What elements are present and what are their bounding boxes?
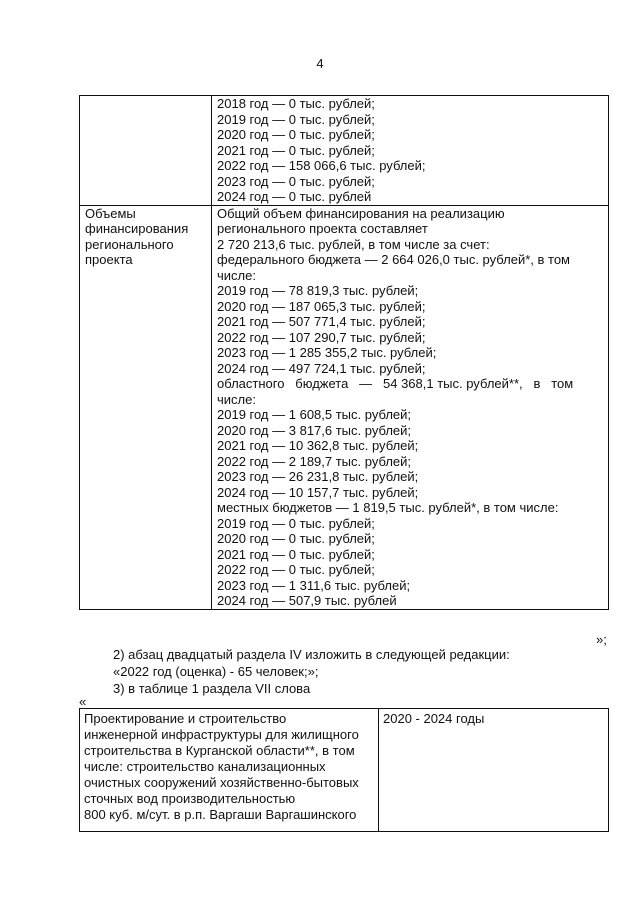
list-item: 2023 год — 26 231,8 тыс. рублей; [217,469,419,484]
table-row [80,205,609,609]
project-description-cell [80,709,379,832]
list-item: 2023 год — 0 тыс. рублей; [217,173,375,189]
list-item: 2 720 213,6 тыс. рублей, в том числе за счет: [217,236,490,252]
list-item: 2021 год — 507 771,4 тыс. рублей; [217,314,426,329]
list-item: 2021 год — 0 тыс. рублей; [217,546,375,562]
list-item: местных бюджетов — 1 819,5 тыс. рублей*, в том числе: [217,500,559,515]
page-number: 4 [316,56,324,71]
list-item: сточных вод производительностью [84,791,296,806]
financing-table [79,95,609,610]
list-item: 2021 год — 10 362,8 тыс. рублей; [217,438,419,453]
row-label: проекта [85,252,133,267]
list-item: областного бюджета — 54 368,1 тыс. рублей**, в том [217,376,574,391]
list-item: 2022 год — 0 тыс. рублей; [217,562,375,577]
list-item: 2019 год — 0 тыс. рублей; [217,111,375,127]
list-item: инженерной инфраструктуры для жилищного [84,727,359,742]
list-item: регионального проекта составляет [217,221,428,236]
list-item: 2019 год — 1 608,5 тыс. рублей; [217,407,412,422]
list-item: 800 куб. м/сут. в р.п. Варгаши Варгашинского [84,807,357,822]
paragraph: 3) в таблице 1 раздела VII слова [113,681,311,696]
list-item: 2024 год — 497 724,1 тыс. рублей; [217,360,426,376]
list-item: 2022 год — 2 189,7 тыс. рублей; [217,453,412,469]
row1-left-cell [80,96,212,206]
list-item: 2020 год — 0 тыс. рублей; [217,127,375,142]
row2-left-cell [80,205,212,609]
list-item: числе: [217,391,256,407]
list-item: числе: строительство канализационных [84,759,326,774]
table-row [80,96,609,206]
list-item: 2018 год — 0 тыс. рублей; [217,96,375,111]
project-period-cell: 2020 - 2024 годы [379,709,609,832]
list-item: 2022 год — 107 290,7 тыс. рублей; [217,329,426,345]
list-item: Общий объем финансирования на реализацию [217,205,505,221]
row2-right-cell [212,205,609,609]
list-item: 2021 год — 0 тыс. рублей; [217,142,375,158]
list-item: 2020 год — 3 817,6 тыс. рублей; [217,422,412,438]
paragraph: «2022 год (оценка) - 65 человек;»; [113,664,319,679]
row1-right-cell [212,96,609,206]
row-label: Объемы [85,205,136,221]
row-label: финансирования [85,221,189,236]
list-item: очистных сооружений хозяйственно-бытовых [84,775,359,790]
list-item: федерального бюджета — 2 664 026,0 тыс. рублей*, в том [217,252,570,267]
list-item: строительства в Курганской области**, в том [84,743,355,758]
table-row [80,709,609,832]
list-item: 2023 год — 1 285 355,2 тыс. рублей; [217,345,437,360]
list-item: Проектирование и строительство [84,711,287,726]
list-item: 2019 год — 78 819,3 тыс. рублей; [217,283,419,298]
list-item: 2019 год — 0 тыс. рублей; [217,515,375,531]
list-item: 2022 год — 158 066,6 тыс. рублей; [217,158,426,173]
list-item: 2023 год — 1 311,6 тыс. рублей; [217,577,411,593]
list-item: 2024 год — 0 тыс. рублей [217,189,372,204]
list-item: 2024 год — 10 157,7 тыс. рублей; [217,484,419,500]
list-item: 2024 год — 507,9 тыс. рублей [217,593,397,608]
opening-quote: « [79,694,87,709]
list-item: 2020 год — 0 тыс. рублей; [217,531,375,546]
project-table [79,708,609,832]
paragraph: 2) абзац двадцатый раздела IV изложить в следующей редакции: [113,647,510,662]
list-item: числе: [217,267,256,283]
closing-quote: »; [596,632,607,647]
row-label: регионального [85,236,174,252]
list-item: 2020 год — 187 065,3 тыс. рублей; [217,298,426,314]
